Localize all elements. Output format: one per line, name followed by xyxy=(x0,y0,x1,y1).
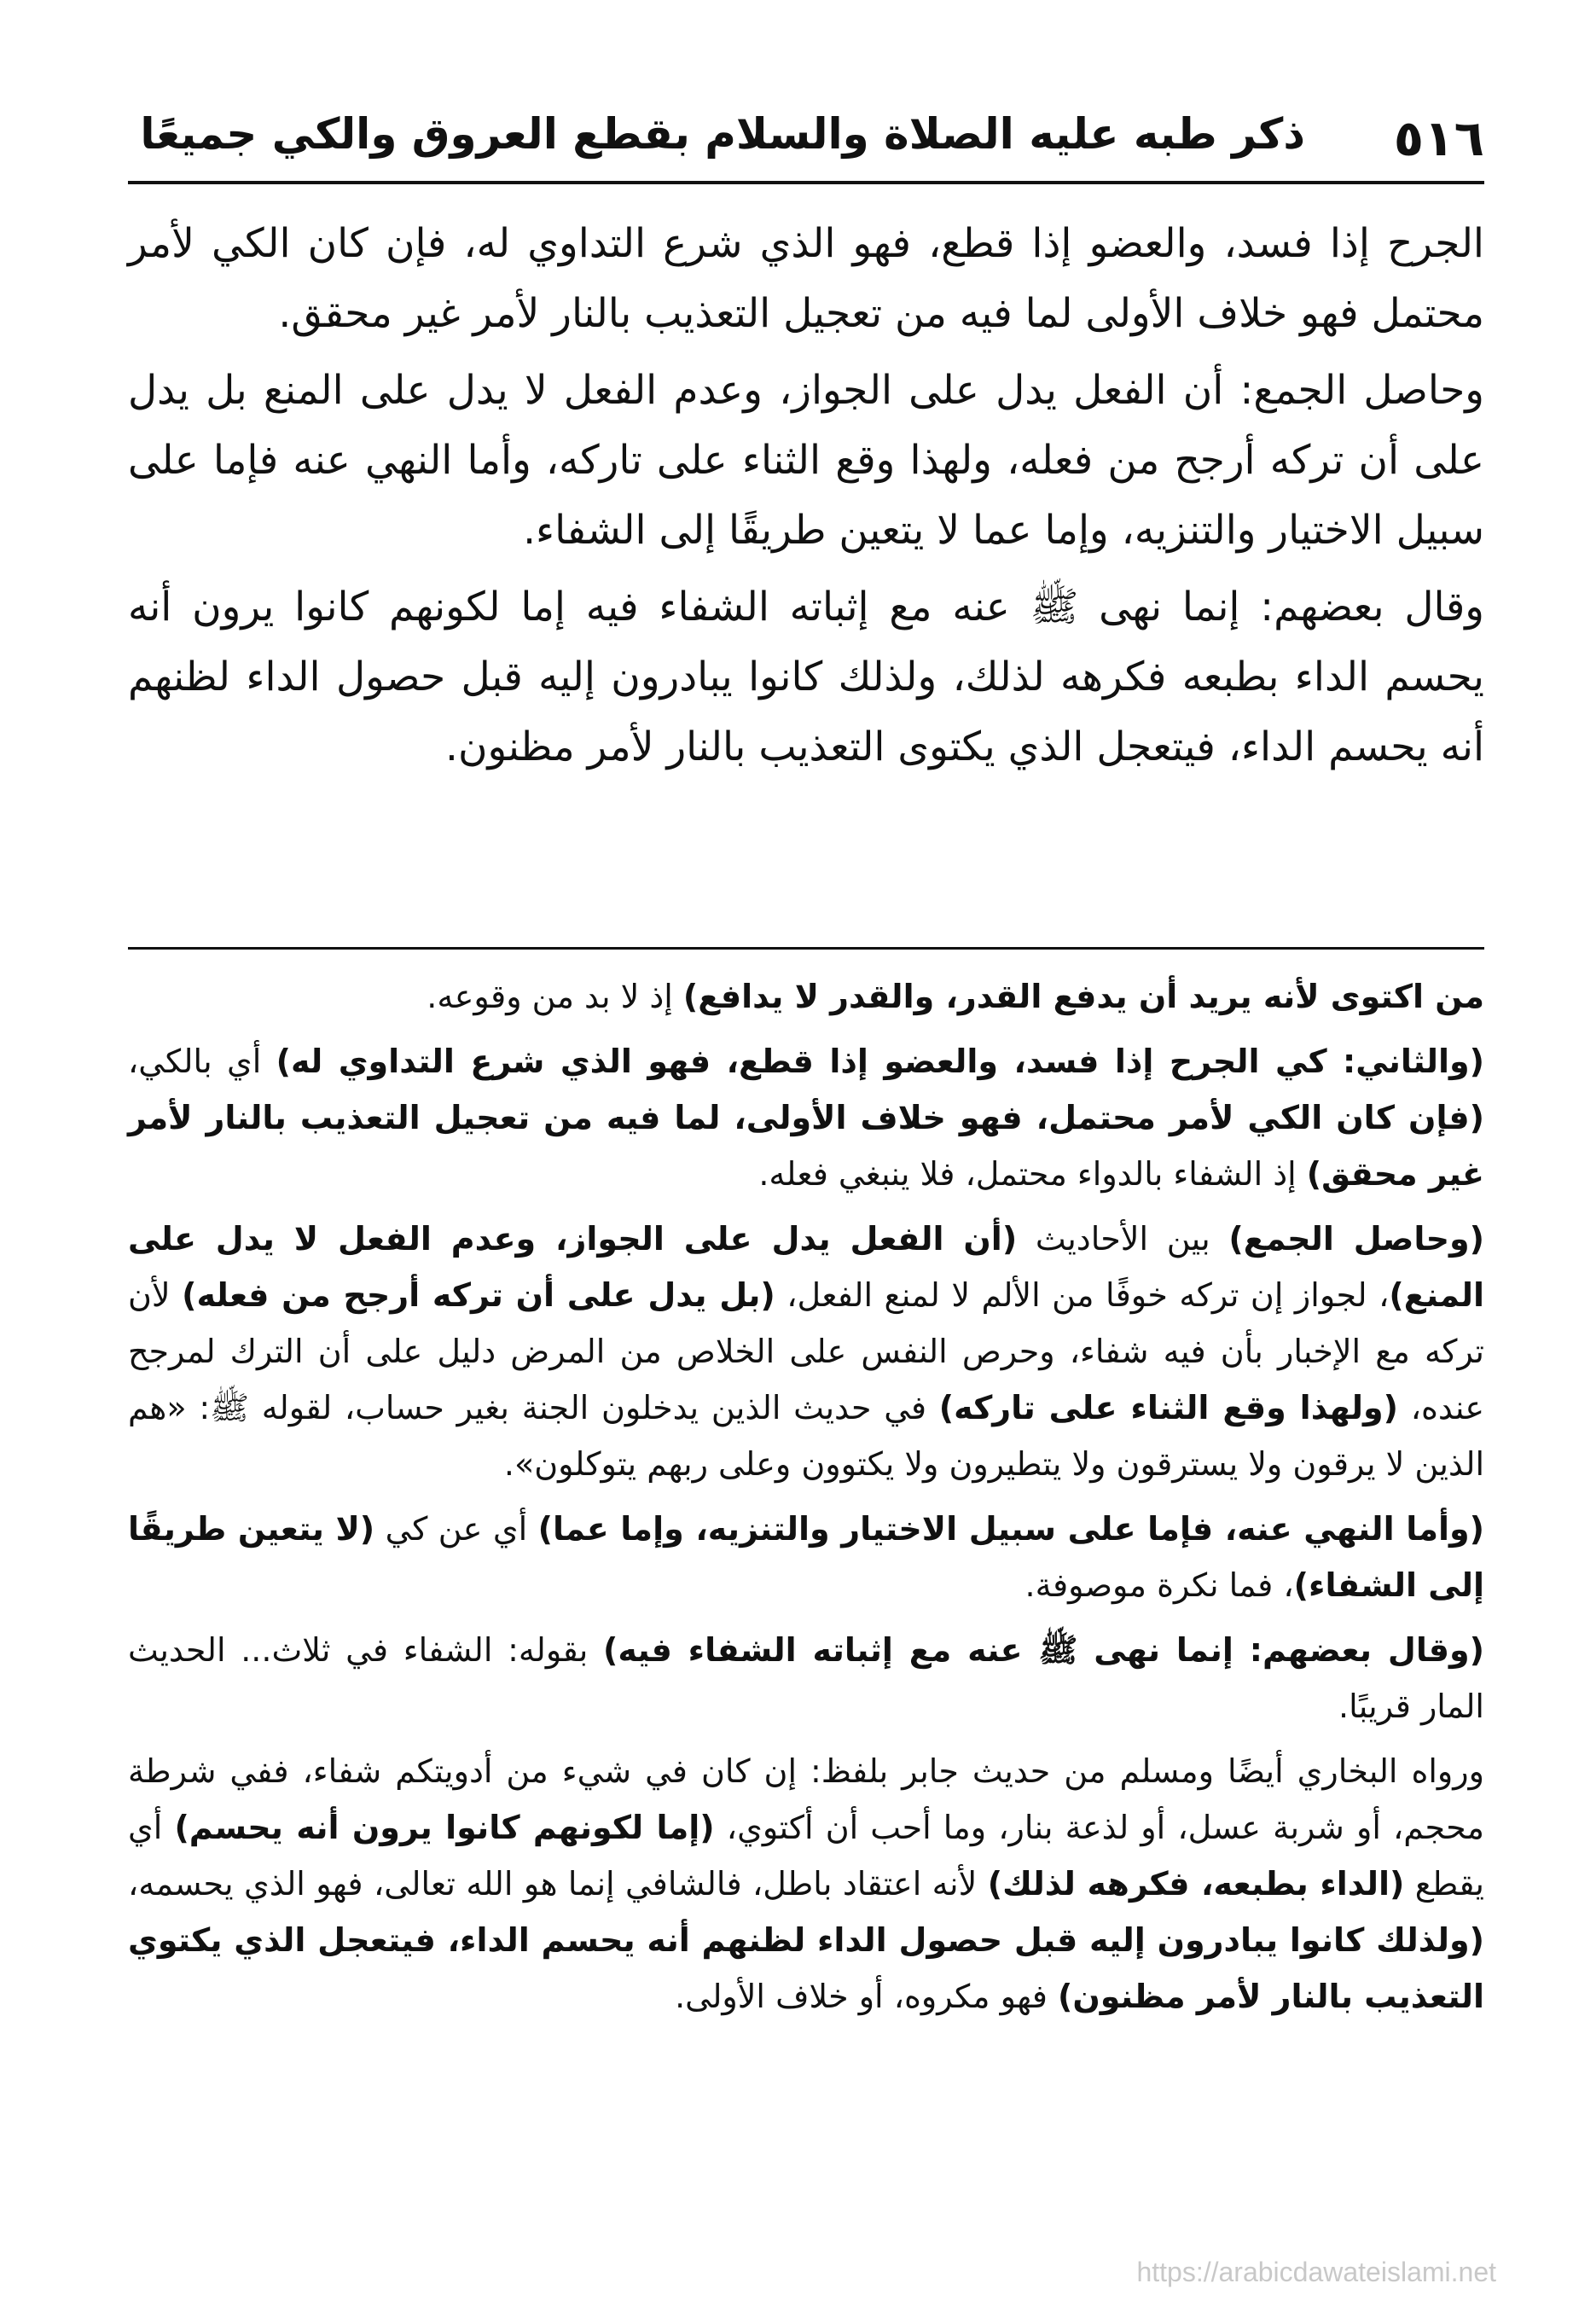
quoted-text: من اكتوى لأنه يريد أن يدفع القدر، والقدر لا يدافع) xyxy=(682,978,1484,1015)
explanation-text: إذ الشفاء بالدواء محتمل، فلا ينبغي فعله. xyxy=(758,1155,1307,1193)
quoted-text: (إما لكونهم كانوا يرون أنه يحسم) xyxy=(174,1809,715,1846)
footnote-divider xyxy=(128,947,1484,950)
quoted-text: (بل يدل على أن تركه أرجح من فعله) xyxy=(182,1276,775,1314)
quoted-text: (الداء بطبعه، فكرهه لذلك) xyxy=(987,1865,1405,1903)
quoted-text: (وحاصل الجمع) xyxy=(1228,1220,1484,1258)
running-title: ذكر طبه عليه الصلاة والسلام بقطع العروق والكي جميعًا xyxy=(140,109,1305,159)
explanation-text: فهو مكروه، أو خلاف الأولى. xyxy=(675,1978,1058,2015)
commentary-paragraph xyxy=(128,1501,1484,1613)
main-paragraph: وحاصل الجمع: أن الفعل يدل على الجواز، وعدم الفعل لا يدل على المنع بل يدل على أن تركه أرجح من فعله، ولهذا وقع الثناء على تاركه، وأما النهي عنه فإما على سبيل الاختيار والتنزيه، وإما عما لا يتعين طريقًا إلى الشفاء. xyxy=(128,367,1484,554)
quoted-text: (ولذلك كانوا يبادرون إليه قبل حصول الداء لظنهم أنه يحسم الداء، فيتعجل الذي يكتوي التعذيب بالنار لأمر مظنون) xyxy=(128,1921,1484,2015)
main-paragraph: الجرح إذا فسد، والعضو إذا قطع، فهو الذي شرع التداوي له، فإن كان الكي لأمر محتمل فهو خلاف الأولى لما فيه من تعجيل التعذيب بالنار لأمر غير محقق. xyxy=(128,220,1484,337)
commentary-paragraph xyxy=(128,1622,1484,1734)
explanation-text: أي بالكي، xyxy=(128,1043,276,1080)
commentary-paragraph xyxy=(128,1743,1484,2025)
header-rule xyxy=(128,181,1484,184)
quoted-text: (فإن كان الكي لأمر محتمل، فهو خلاف الأولى، لما فيه من تعجيل التعذيب بالنار لأمر غير محقق) xyxy=(128,1099,1484,1193)
explanation-text: أي عن كي xyxy=(374,1510,538,1548)
quoted-text: (ولهذا وقع الثناء على تاركه) xyxy=(938,1389,1398,1426)
explanation-text: بين الأحاديث xyxy=(1017,1220,1229,1258)
book-page xyxy=(128,94,1484,2269)
source-watermark: https://arabicdawateislami.net xyxy=(1136,2257,1496,2287)
page-number: ٥١٦ xyxy=(1393,109,1484,167)
commentary-paragraph xyxy=(128,1211,1484,1492)
commentary-paragraph xyxy=(128,968,1484,1025)
explanation-text: بقوله: الشفاء في ثلاث... الحديث المار قريبًا. xyxy=(128,1631,1484,1725)
explanation-text: ، فما نكرة موصوفة. xyxy=(1024,1566,1294,1604)
explanation-text: لأنه اعتقاد باطل، فالشافي إنما هو الله تعالى، فهو الذي يحسمه، xyxy=(128,1865,988,1903)
quoted-text: (أن الفعل يدل على الجواز، وعدم الفعل لا يدل على المنع) xyxy=(128,1220,1484,1314)
main-paragraph: وقال بعضهم: إنما نهى ﷺ عنه مع إثباته الشفاء فيه إما لكونهم كانوا يرون أنه يحسم الداء بطبعه فكرهه لذلك، ولذلك كانوا يبادرون إليه قبل حصول الداء لظنهم أنه يحسم الداء، فيتعجل الذي يكتوى التعذيب بالنار لأمر مظنون. xyxy=(128,584,1484,770)
explanation-text: أي يقطع xyxy=(128,1809,1485,1903)
quoted-text: (والثاني: كي الجرح إذا فسد، والعضو إذا قطع، فهو الذي شرع التداوي له) xyxy=(276,1043,1484,1080)
quoted-text: (لا يتعين طريقًا إلى الشفاء) xyxy=(128,1510,1484,1604)
explanation-text: في حديث الذين يدخلون الجنة بغير حساب، لقوله ﷺ: «هم الذين لا يرقون ولا يسترقون ولا يتطيرون ولا يكتوون وعلى ربهم يتوكلون». xyxy=(128,1389,1484,1483)
quoted-text: (وأما النهي عنه، فإما على سبيل الاختيار والتنزيه، وإما عما) xyxy=(537,1510,1485,1548)
page-header xyxy=(128,94,1484,176)
explanation-text: إذ لا بد من وقوعه. xyxy=(427,978,683,1015)
explanation-text: ، لجواز إن تركه خوفًا من الألم لا لمنع الفعل، xyxy=(775,1276,1390,1314)
explanation-text: ورواه البخاري أيضًا ومسلم من حديث جابر بلفظ: إن كان في شيء من أدويتكم شفاء، ففي شرطة محجم، أو شربة عسل، أو لذعة بنار، وما أحب أن أكتوي، xyxy=(128,1752,1484,1846)
commentary-paragraph xyxy=(128,1033,1484,1202)
quoted-text: (وقال بعضهم: إنما نهى ﷺ عنه مع إثباته الشفاء فيه) xyxy=(603,1631,1484,1669)
commentary-text xyxy=(128,968,1484,2033)
main-text xyxy=(128,209,1484,789)
explanation-text: لأن تركه مع الإخبار بأن فيه شفاء، وحرص النفس على الخلاص من المرض دليل على أن الترك لمرجح عنده، xyxy=(128,1276,1485,1426)
